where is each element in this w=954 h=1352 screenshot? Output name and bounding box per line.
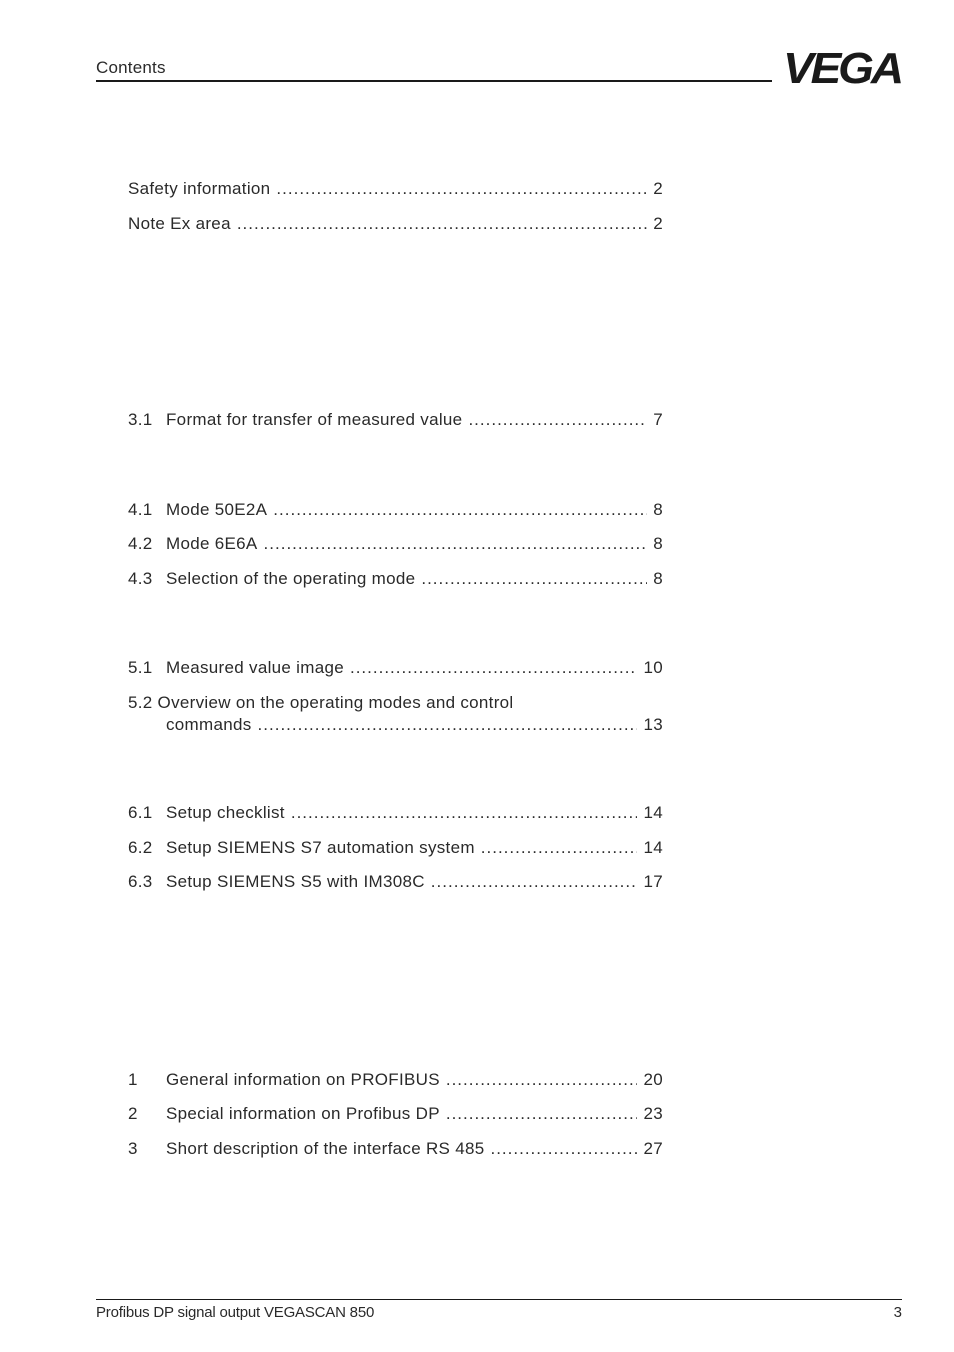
toc-entry-title: Measured value image [166,658,344,677]
toc-entry-6-3 [128,871,663,893]
toc-entry-4-1 [128,499,663,521]
dot-leader [481,837,638,859]
toc-entry-title: Setup checklist [166,803,285,822]
toc-entry-title: Mode 50E2A [166,500,268,519]
toc-entry-appendix-2 [128,1103,663,1125]
toc-entry-title: Special information on Profibus DP [166,1104,440,1123]
toc-section-number: 2 [128,1104,138,1123]
toc-page-number: 23 [643,1104,663,1123]
dot-leader [258,714,638,736]
toc-entry-title: Format for transfer of measured value [166,410,463,429]
toc-entry-6-2 [128,837,663,859]
dot-leader [490,1138,637,1160]
toc-page-number: 10 [643,658,663,677]
dot-leader [421,568,647,590]
footer-document-title: Profibus DP signal output VEGASCAN 850 [96,1304,375,1321]
toc-entry-title: Setup SIEMENS S7 automation system [166,838,475,857]
toc-entry-title: Setup SIEMENS S5 with IM308C [166,872,425,891]
vega-logo-text: VEGA [783,50,902,86]
toc-section-number: 5.1 [128,658,153,677]
toc-section-number: 3.1 [128,410,153,429]
toc-entry-title: Note Ex area [128,214,231,233]
toc-entry-5-1 [128,657,663,679]
toc-page-number: 20 [643,1070,663,1089]
toc-page-number: 17 [643,872,663,891]
toc-entry-appendix-1 [128,1069,663,1091]
toc-entry-6-1 [128,802,663,824]
toc-entry-note-ex-area [128,213,663,235]
toc-section-number: 4.1 [128,500,153,519]
toc-section-number: 6.3 [128,872,153,891]
toc-entry-4-2 [128,533,663,555]
toc-entry-title-continuation: commands [166,715,252,734]
toc-page-number: 2 [653,214,663,233]
toc-page-number: 8 [653,500,663,519]
toc-page-number: 27 [643,1139,663,1158]
toc-entry-5-2 [128,692,663,736]
toc-page-number: 14 [643,838,663,857]
dot-leader [276,178,647,200]
toc-section-number: 6.1 [128,803,153,822]
toc-page-number: 14 [643,803,663,822]
dot-leader [446,1103,638,1125]
toc-page-number: 13 [643,715,663,734]
toc-section-number: 6.2 [128,838,153,857]
footer-page-number: 3 [893,1304,902,1321]
page-header-label: Contents [96,58,166,77]
header-rule [96,80,772,82]
dot-leader [273,499,647,521]
toc-entry-title: Short description of the interface RS 485 [166,1139,485,1158]
toc-entry-title: General information on PROFIBUS [166,1070,440,1089]
toc-page-number: 7 [653,410,663,429]
toc-entry-appendix-3 [128,1138,663,1160]
toc-entry-4-3 [128,568,663,590]
dot-leader [291,802,638,824]
toc-page-number: 8 [653,569,663,588]
toc-entry-title: Mode 6E6A [166,534,258,553]
dot-leader [264,533,648,555]
footer-rule [96,1299,902,1300]
dot-leader [431,871,638,893]
toc-page-number: 8 [653,534,663,553]
toc-section-number: 1 [128,1070,138,1089]
vega-logo [782,50,902,86]
toc-entry-3-1 [128,409,663,431]
toc-section-number: 3 [128,1139,138,1158]
toc-entry-title: Safety information [128,179,271,198]
toc-section-number: 4.3 [128,569,153,588]
toc-entry-safety-information [128,178,663,200]
dot-leader [468,409,647,431]
dot-leader [350,657,638,679]
toc-page-number: 2 [653,179,663,198]
dot-leader [237,213,647,235]
toc-entry-title: 5.2 Overview on the operating modes and control [128,693,514,712]
toc-section-number: 4.2 [128,534,153,553]
dot-leader [446,1069,638,1091]
toc-entry-title: Selection of the operating mode [166,569,416,588]
